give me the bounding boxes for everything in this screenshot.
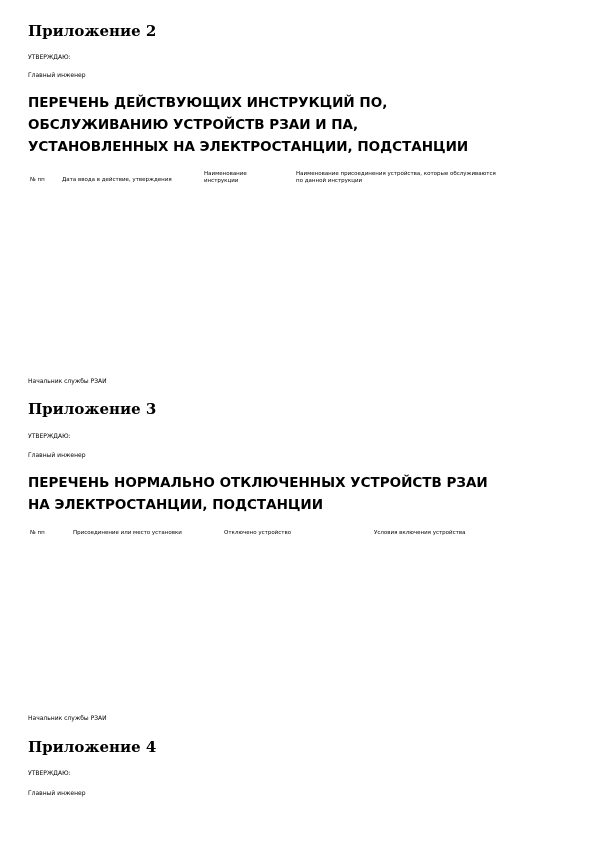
approval-label: УТВЕРЖДАЮ: (28, 770, 71, 777)
appendix-3-title (28, 472, 488, 516)
column-header-location: Присоединение или место установки (73, 530, 182, 536)
title-line: ОБСЛУЖИВАНИЮ УСТРОЙСТВ РЗАИ И ПА, (28, 117, 359, 133)
appendix-2-heading: Приложение 2 (28, 22, 157, 40)
column-header-disabled-device: Отключено устройство (224, 530, 292, 536)
appendix-2-title (28, 92, 468, 158)
column-header-connection: Наименование присоединения устройства, которые обслуживаются по данной инструкции (296, 171, 496, 184)
title-line: ПЕРЕЧЕНЬ ДЕЙСТВУЮЩИХ ИНСТРУКЦИЙ ПО, (28, 95, 388, 111)
title-line: УСТАНОВЛЕННЫХ НА ЭЛЕКТРОСТАНЦИИ, ПОДСТАНЦИИ (28, 139, 469, 155)
chief-engineer-label: Главный инженер (28, 72, 86, 79)
service-head-signature: Начальник службы РЗАИ (28, 378, 107, 385)
title-line: ПЕРЕЧЕНЬ НОРМАЛЬНО ОТКЛЮЧЕННЫХ УСТРОЙСТВ РЗАИ (28, 475, 488, 491)
column-header-date: Дата ввода в действие, утверждения (62, 177, 172, 183)
title-line: НА ЭЛЕКТРОСТАНЦИИ, ПОДСТАНЦИИ (28, 497, 323, 513)
service-head-signature: Начальник службы РЗАИ (28, 715, 107, 722)
approval-label: УТВЕРЖДАЮ: (28, 54, 71, 61)
appendix-4-heading: Приложение 4 (28, 738, 157, 756)
approval-label: УТВЕРЖДАЮ: (28, 433, 71, 440)
appendix-3-heading: Приложение 3 (28, 400, 157, 418)
chief-engineer-label: Главный инженер (28, 452, 86, 459)
column-header-enable-conditions: Условия включения устройства (374, 530, 466, 536)
column-header-number: № пп (30, 177, 45, 183)
column-header-number: № пп (30, 530, 45, 536)
column-header-instruction-name: Наименование инструкции (204, 171, 247, 184)
chief-engineer-label: Главный инженер (28, 790, 86, 797)
